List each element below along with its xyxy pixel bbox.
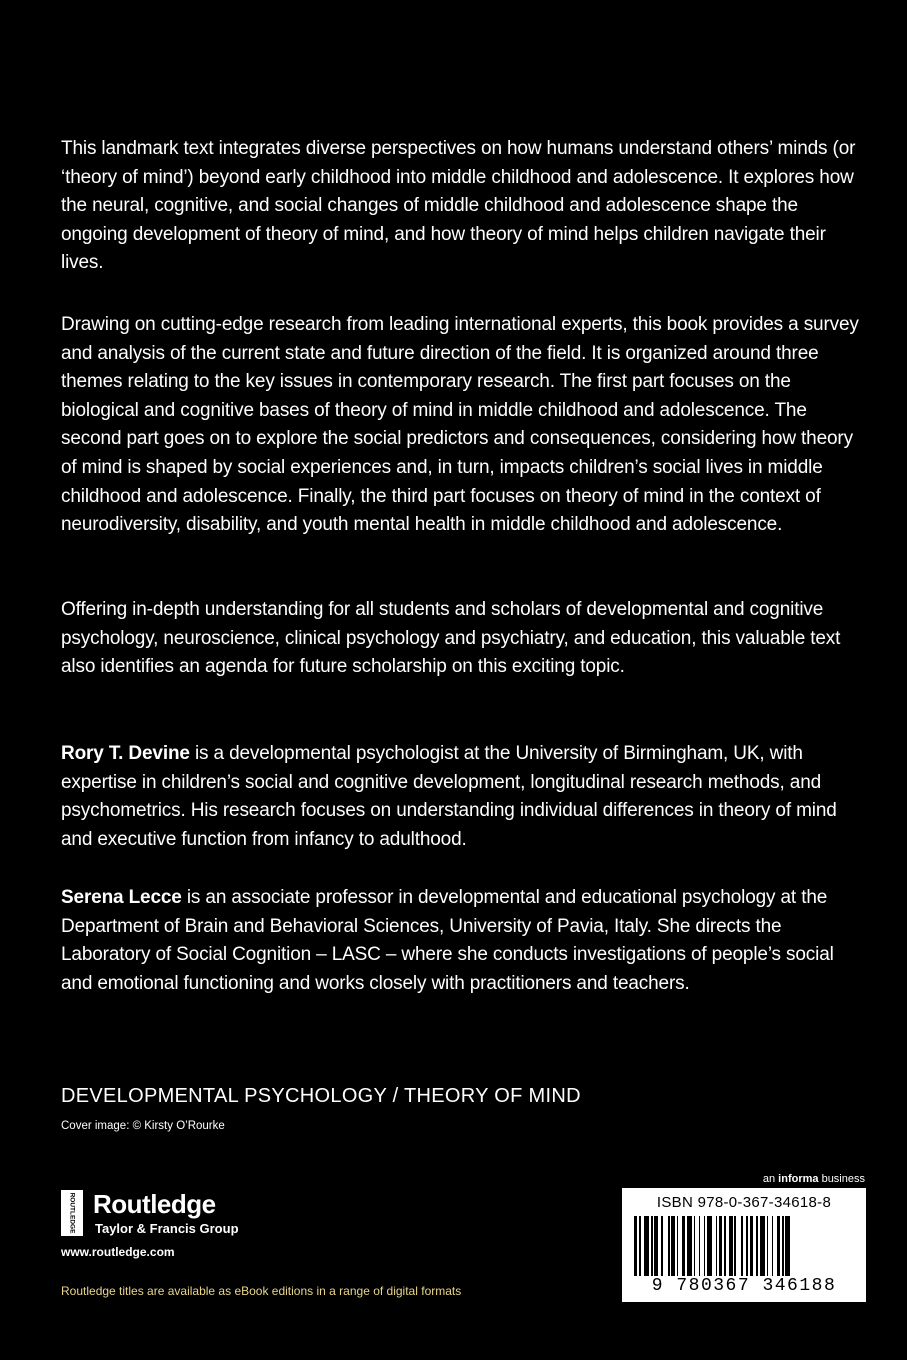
barcode-bar <box>682 1216 685 1276</box>
logo-vertical-text: ROUTLEDGE <box>68 1192 76 1234</box>
barcode-bar <box>687 1216 692 1276</box>
barcode-bar <box>716 1216 718 1276</box>
routledge-logo-icon <box>61 1190 83 1236</box>
informa-brand: informa <box>778 1173 819 1185</box>
isbn-barcode <box>622 1188 866 1302</box>
cover-image-credit: Cover image: © Kirsty O’Rourke <box>61 1120 225 1132</box>
barcode-bar <box>699 1216 701 1276</box>
description-paragraph-1: This landmark text integrates diverse perspectives on how humans understand others’ minds (or ‘theory of mind’) beyond early childhood into middle childhood and adolescence. It explores how the neural, cognitive, and social changes of middle childhood and adolescence shape the ongoing development of theory of mind, and how theory of mind helps children navigate their lives. <box>61 138 856 274</box>
barcode-bar <box>639 1216 641 1276</box>
publisher-name: Routledge <box>93 1189 216 1219</box>
barcode-bar <box>719 1216 722 1276</box>
barcode-bar <box>651 1216 653 1276</box>
publisher-url[interactable]: www.routledge.com <box>61 1245 175 1259</box>
barcode-bar <box>777 1216 780 1276</box>
barcode-bar <box>760 1216 765 1276</box>
description-paragraph-2: Drawing on cutting-edge research from leading international experts, this book provides a survey and analysis of the current state and future direction of the field. It is organized around three themes relating to the key issues in contemporary research. The first part focuses on the biological and cognitive bases of theory of mind in middle childhood and adolescence. The second part goes on to explore the social predictors and consequences, considering how theory of mind is shaped by social experiences and, in turn, impacts children’s social lives in middle childhood and adolescence. Finally, the third part focuses on theory of mind in the context of neurodiversity, disability, and youth mental health in middle childhood and adolescence. <box>61 314 859 536</box>
isbn-label: ISBN 978-0-367-34618-8 <box>656 1194 832 1211</box>
barcode-bar <box>734 1216 736 1276</box>
barcode-bar <box>750 1216 753 1276</box>
barcode-bar <box>782 1216 784 1276</box>
barcode-bar <box>668 1216 670 1276</box>
barcode-bar <box>671 1216 674 1276</box>
author-name: Serena Lecce <box>61 887 182 908</box>
barcode-bar <box>741 1216 743 1276</box>
barcode-bar <box>785 1216 790 1276</box>
barcode-bar <box>756 1216 758 1276</box>
barcode-bar <box>677 1216 679 1276</box>
publisher-group: Taylor & Francis Group <box>95 1221 239 1236</box>
author-bio-text: is an associate professor in developmental and educational psychology at the Department of Brain and Behavioral Sciences, University of Pavia, Italy. She directs the Laboratory of Social Cognition – LASC – where she conducts investigations of people’s social and emotional functioning and works closely with practitioners and teachers. <box>61 887 834 994</box>
barcode-bar <box>746 1216 748 1276</box>
author-bio-devine <box>61 740 861 854</box>
barcode-bar <box>654 1216 657 1276</box>
barcode-bar <box>707 1216 712 1276</box>
informa-prefix: an <box>762 1173 779 1185</box>
barcode-bar <box>767 1216 769 1276</box>
barcode-bar <box>724 1216 726 1276</box>
description-paragraph-3: Offering in-depth understanding for all students and scholars of developmental and cognitive psychology, neuroscience, clinical psychology and psychiatry, and education, this valuable text also identifies an agenda for future scholarship on this exciting topic. <box>61 599 841 678</box>
barcode-bar <box>644 1216 649 1276</box>
ebook-note: Routledge titles are available as eBook editions in a range of digital formats <box>61 1284 462 1298</box>
barcode-bar <box>704 1216 706 1276</box>
barcode-digits: 9 780367 346188 <box>651 1276 837 1296</box>
barcode-bar <box>634 1216 637 1276</box>
barcode-bar <box>772 1216 774 1276</box>
barcode-bar <box>661 1216 663 1276</box>
author-name: Rory T. Devine <box>61 743 190 764</box>
barcode-icon <box>634 1216 854 1276</box>
subject-category: DEVELOPMENTAL PSYCHOLOGY / THEORY OF MIND <box>61 1085 581 1107</box>
author-bio-text: is a developmental psychologist at the University of Birmingham, UK, with expertise in children’s social and cognitive development, longitudinal research methods, and psychometrics. His research focuses on understanding individual differences in theory of mind and executive function from infancy to adulthood. <box>61 743 837 850</box>
barcode-bar <box>729 1216 732 1276</box>
author-bio-lecce <box>61 884 861 998</box>
informa-business-tag <box>763 1173 865 1185</box>
barcode-bar <box>694 1216 696 1276</box>
informa-suffix: business <box>818 1173 865 1185</box>
